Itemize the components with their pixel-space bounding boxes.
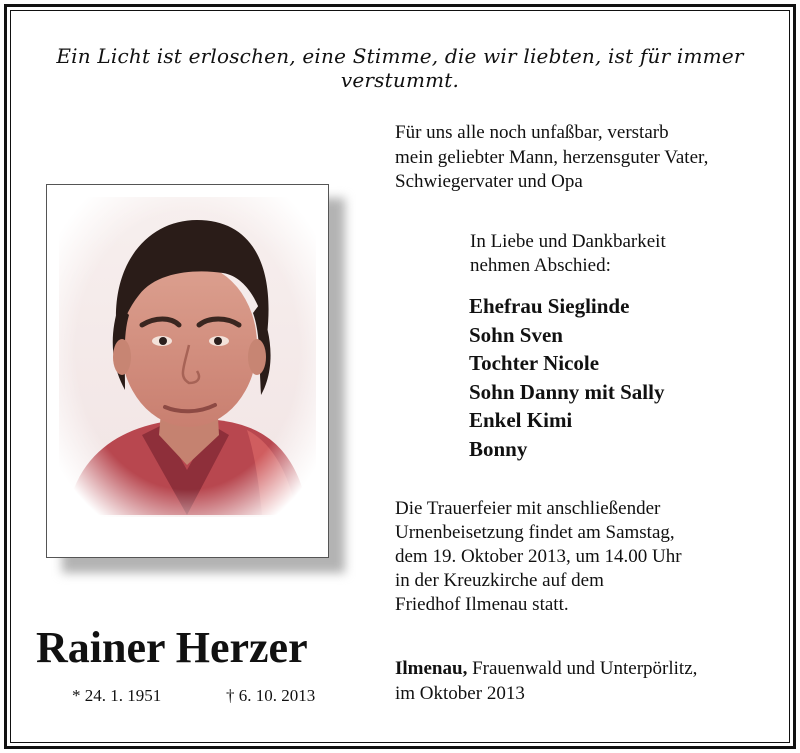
- mourner-name: Bonny: [469, 436, 528, 461]
- announcement-line: Schwiegervater und Opa: [395, 171, 583, 192]
- mourner-name: Enkel Kimi: [469, 408, 573, 433]
- announcement-text: [395, 121, 785, 195]
- mourner-name: Tochter Nicole: [469, 351, 600, 376]
- service-line: Friedhof Ilmenau statt.: [395, 594, 569, 615]
- announcement-line: Für uns alle noch unfaßbar, verstarb: [395, 122, 669, 143]
- date-line: im Oktober 2013: [395, 682, 525, 704]
- announcement-line: mein geliebter Mann, herzensguter Vater,: [395, 146, 709, 168]
- place-and-date: [395, 657, 785, 706]
- farewell-line: In Liebe und Dankbarkeit: [470, 231, 666, 252]
- service-line: Urnenbeisetzung findet am Samstag,: [395, 522, 675, 543]
- mourners-list: [469, 292, 789, 464]
- funeral-service-text: [395, 497, 785, 617]
- portrait-photo: [46, 184, 329, 558]
- place-line: [395, 657, 785, 682]
- mourner-name: Sohn Sven: [469, 322, 563, 347]
- service-line: dem 19. Oktober 2013, um 14.00 Uhr: [395, 546, 682, 567]
- farewell-line: nehmen Abschied:: [470, 255, 611, 276]
- portrait-illustration: [47, 185, 328, 557]
- death-date: † 6. 10. 2013: [226, 686, 316, 705]
- place-rest: Frauenwald und Unterpörlitz,: [467, 658, 698, 679]
- motto: Ein Licht ist erloschen, eine Stimme, die wir liebten, ist für immer verstummt.: [56, 44, 744, 92]
- mourner-name: Ehefrau Sieglinde: [469, 294, 630, 318]
- mourner-name: Sohn Danny mit Sally: [469, 379, 665, 404]
- service-line: Die Trauerfeier mit anschließender: [395, 498, 661, 519]
- deceased-name: Rainer Herzer: [36, 623, 308, 672]
- place-city: Ilmenau,: [395, 658, 468, 679]
- service-line: in der Kreuzkirche auf dem: [395, 570, 604, 591]
- farewell-text: [470, 230, 780, 278]
- birth-date: * 24. 1. 1951: [72, 686, 162, 705]
